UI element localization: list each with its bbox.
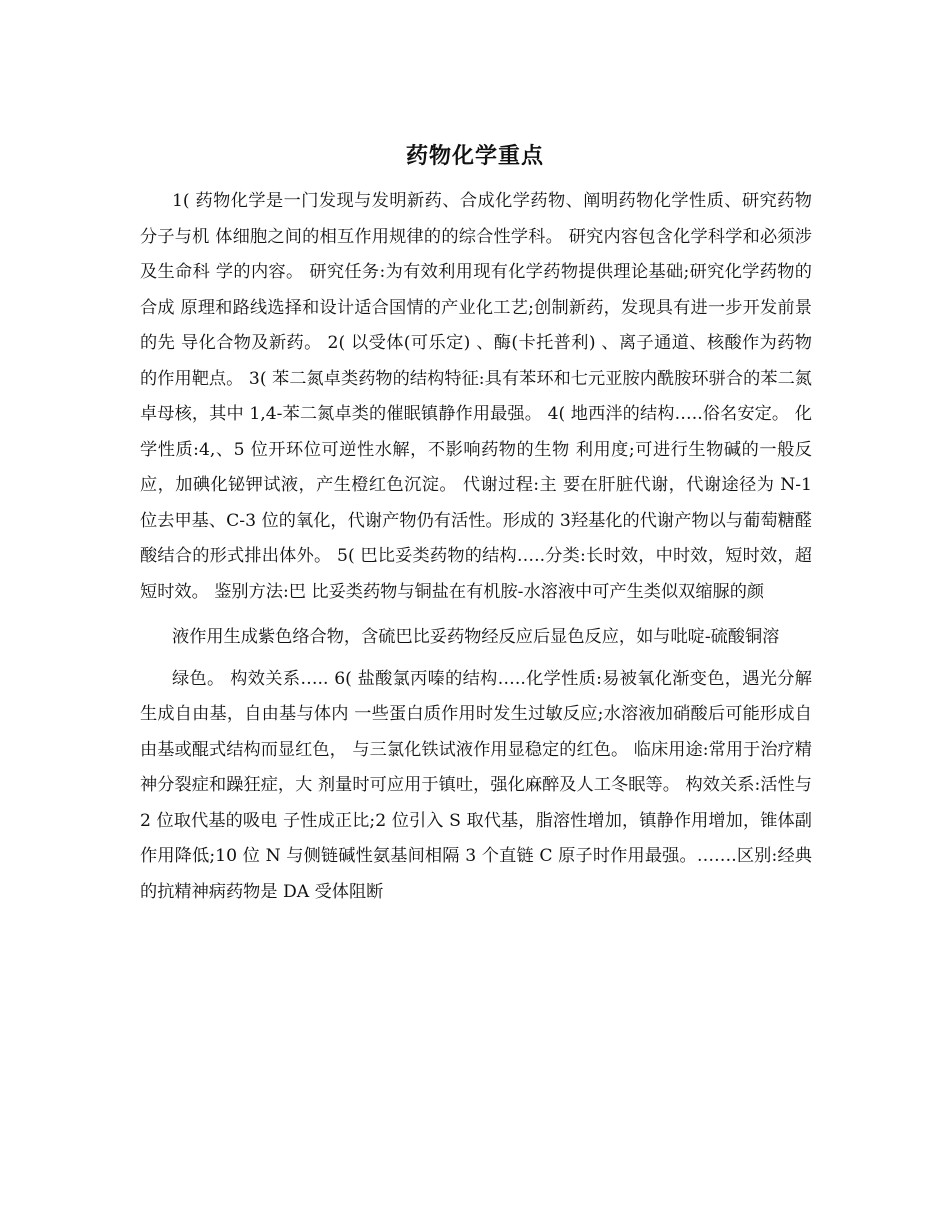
paragraph-3: 绿色。 构效关系….. 6( 盐酸氯丙嗪的结构…..化学性质:易被氧化渐变色，遇光分解生成自由基，自由基与体内 一些蛋白质作用时发生过敏反应;水溶液加硝酸后可能形成自由基或醌式结构而显红色， 与三氯化铁试液作用显稳定的红色。 临床用途:常用于治疗精神分裂症和躁狂症，大 剂量时可应用于镇吐，强化麻醉及人工冬眠等。 构效关系:活性与 2 位取代基的吸电 子性成正比;2 位引入 S 取代基，脂溶性增加，镇静作用增加，锥体副作用降低;10 位 N 与侧链碱性氨基间相隔 3 个直链 C 原子时作用最强。…….区别:经典的抗精神病药物是 DA 受体阻断	[140, 668, 812, 902]
paragraph-1: 1( 药物化学是一门发现与发明新药、合成化学药物、阐明药物化学性质、研究药物分子与机 体细胞之间的相互作用规律的的综合性学科。 研究内容包含化学科学和必须涉及生命科 学的内容。 研究任务:为有效利用现有化学药物提供理论基础;研究化学药物的合成 原理和路线选择和设计适合国情的产业化工艺;创制新药，发现具有进一步开发前景的先 导化合物及新药。 2( 以受体(可乐定) 、酶(卡托普利) 、离子通道、核酸作为药物的作用靶点。 3( 苯二氮卓类药物的结构特征:具有苯环和七元亚胺内酰胺环骈合的苯二氮卓母核，其中 1,4-苯二氮卓类的催眠镇静作用最强。 4( 地西泮的结构…..俗名安定。 化学性质:4,、5 位开环位可逆性水解，不影响药物的生物 利用度;可进行生物碱的一般反应，加碘化铋钾试液，产生橙红色沉淀。 代谢过程:主 要在肝脏代谢，代谢途径为 N-1 位去甲基、C-3 位的氧化，代谢产物仍有活性。形成的 3羟基化的代谢产物以与葡萄糖醛酸结合的形式排出体外。 5( 巴比妥类药物的结构…..分类:长时效，中时效，短时效，超短时效。 鉴别方法:巴 比妥类药物与铜盐在有机胺-水溶液中可产生类似双缩脲的颜	[140, 191, 812, 602]
paragraph-2: 液作用生成紫色络合物，含硫巴比妥药物经反应后显色反应，如与吡啶-硫酸铜溶	[172, 627, 780, 647]
document-body	[140, 184, 812, 910]
document-title: 药物化学重点	[405, 143, 544, 169]
